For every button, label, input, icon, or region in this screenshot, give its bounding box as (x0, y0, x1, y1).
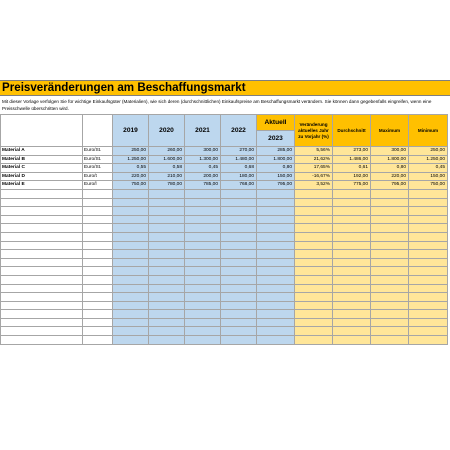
empty-cell[interactable] (1, 336, 83, 345)
row-2023-cell[interactable]: 0,80 (257, 164, 295, 173)
empty-row (1, 275, 448, 284)
empty-cell[interactable] (83, 232, 113, 241)
empty-cell[interactable] (295, 327, 333, 336)
row-average-cell[interactable]: 192,00 (333, 172, 371, 181)
row-unit-cell[interactable]: Euro/St. (83, 147, 113, 156)
empty-cell[interactable] (185, 318, 221, 327)
empty-cell[interactable] (113, 258, 149, 267)
empty-cell[interactable] (149, 293, 185, 302)
row-average-cell[interactable]: 0,61 (333, 164, 371, 173)
empty-row (1, 189, 448, 198)
empty-cell[interactable] (113, 318, 149, 327)
empty-cell[interactable] (185, 275, 221, 284)
empty-cell[interactable] (409, 232, 448, 241)
empty-cell[interactable] (221, 250, 257, 259)
empty-cell[interactable] (149, 215, 185, 224)
empty-cell[interactable] (295, 258, 333, 267)
empty-cell[interactable] (1, 258, 83, 267)
empty-cell[interactable] (185, 198, 221, 207)
empty-cell[interactable] (1, 284, 83, 293)
empty-cell[interactable] (221, 310, 257, 319)
empty-row (1, 215, 448, 224)
empty-cell[interactable] (83, 189, 113, 198)
row-name-cell[interactable]: Material C (1, 164, 83, 173)
row-change-cell[interactable]: 5,56% (295, 147, 333, 156)
row-change-cell[interactable]: -16,67% (295, 172, 333, 181)
empty-cell[interactable] (185, 232, 221, 241)
empty-cell[interactable] (371, 327, 409, 336)
empty-cell[interactable] (83, 250, 113, 259)
empty-cell[interactable] (295, 198, 333, 207)
row-2019-cell[interactable]: 250,00 (113, 147, 149, 156)
empty-cell[interactable] (83, 241, 113, 250)
empty-cell[interactable] (333, 275, 371, 284)
empty-cell[interactable] (409, 207, 448, 216)
empty-cell[interactable] (221, 293, 257, 302)
row-2019-cell[interactable]: 0,55 (113, 164, 149, 173)
header-current-label: Aktuell (257, 115, 295, 131)
empty-cell[interactable] (149, 318, 185, 327)
empty-cell[interactable] (83, 198, 113, 207)
row-name-cell[interactable]: Material B (1, 155, 83, 164)
empty-cell[interactable] (295, 189, 333, 198)
empty-cell[interactable] (333, 310, 371, 319)
row-unit-cell[interactable]: Euro/St. (83, 164, 113, 173)
empty-cell[interactable] (149, 284, 185, 293)
empty-cell[interactable] (1, 189, 83, 198)
row-maximum-cell[interactable]: 300,00 (371, 147, 409, 156)
empty-cell[interactable] (371, 267, 409, 276)
empty-cell[interactable] (1, 318, 83, 327)
empty-cell[interactable] (185, 224, 221, 233)
empty-cell[interactable] (371, 284, 409, 293)
empty-cell[interactable] (295, 224, 333, 233)
empty-cell[interactable] (409, 267, 448, 276)
empty-cell[interactable] (149, 336, 185, 345)
row-unit-cell[interactable]: Euro/l (83, 181, 113, 190)
empty-cell[interactable] (333, 232, 371, 241)
empty-cell[interactable] (409, 224, 448, 233)
empty-cell[interactable] (257, 267, 295, 276)
empty-cell[interactable] (185, 250, 221, 259)
empty-cell[interactable] (185, 310, 221, 319)
empty-cell[interactable] (333, 293, 371, 302)
empty-cell[interactable] (371, 293, 409, 302)
empty-cell[interactable] (221, 275, 257, 284)
empty-cell[interactable] (185, 215, 221, 224)
empty-cell[interactable] (257, 215, 295, 224)
empty-cell[interactable] (295, 318, 333, 327)
empty-cell[interactable] (257, 327, 295, 336)
empty-row (1, 318, 448, 327)
empty-cell[interactable] (371, 310, 409, 319)
empty-cell[interactable] (83, 224, 113, 233)
empty-cell[interactable] (295, 336, 333, 345)
empty-cell[interactable] (333, 258, 371, 267)
row-minimum-cell[interactable]: 250,00 (409, 147, 448, 156)
row-average-cell[interactable]: 775,00 (333, 181, 371, 190)
row-minimum-cell[interactable]: 0,45 (409, 164, 448, 173)
row-2023-cell[interactable]: 150,00 (257, 172, 295, 181)
empty-cell[interactable] (221, 301, 257, 310)
empty-cell[interactable] (295, 310, 333, 319)
row-maximum-cell[interactable]: 0,80 (371, 164, 409, 173)
row-2021-cell[interactable]: 785,00 (185, 181, 221, 190)
empty-cell[interactable] (257, 207, 295, 216)
empty-row (1, 224, 448, 233)
empty-cell[interactable] (409, 327, 448, 336)
empty-cell[interactable] (295, 267, 333, 276)
empty-cell[interactable] (83, 267, 113, 276)
empty-cell[interactable] (221, 327, 257, 336)
row-maximum-cell[interactable]: 220,00 (371, 172, 409, 181)
row-minimum-cell[interactable]: 1.250,00 (409, 155, 448, 164)
empty-cell[interactable] (1, 198, 83, 207)
empty-cell[interactable] (221, 284, 257, 293)
empty-cell[interactable] (371, 241, 409, 250)
empty-cell[interactable] (257, 318, 295, 327)
row-2022-cell[interactable]: 270,00 (221, 147, 257, 156)
empty-cell[interactable] (83, 258, 113, 267)
empty-cell[interactable] (257, 224, 295, 233)
empty-cell[interactable] (371, 198, 409, 207)
empty-cell[interactable] (185, 207, 221, 216)
empty-cell[interactable] (409, 284, 448, 293)
empty-row (1, 250, 448, 259)
table-row (1, 147, 448, 156)
row-2023-cell[interactable]: 1.800,00 (257, 155, 295, 164)
empty-cell[interactable] (185, 267, 221, 276)
empty-cell[interactable] (333, 250, 371, 259)
empty-cell[interactable] (149, 267, 185, 276)
empty-cell[interactable] (113, 250, 149, 259)
empty-cell[interactable] (1, 327, 83, 336)
header-name-cell (1, 115, 83, 147)
empty-cell[interactable] (185, 327, 221, 336)
empty-cell[interactable] (1, 267, 83, 276)
empty-cell[interactable] (221, 258, 257, 267)
empty-cell[interactable] (409, 258, 448, 267)
empty-cell[interactable] (221, 215, 257, 224)
empty-cell[interactable] (149, 241, 185, 250)
empty-cell[interactable] (333, 301, 371, 310)
empty-cell[interactable] (149, 258, 185, 267)
empty-cell[interactable] (409, 318, 448, 327)
empty-cell[interactable] (83, 301, 113, 310)
empty-cell[interactable] (221, 318, 257, 327)
empty-cell[interactable] (409, 250, 448, 259)
row-unit-cell[interactable]: Euro/t (83, 172, 113, 181)
empty-cell[interactable] (221, 207, 257, 216)
header-year-2020: 2020 (149, 115, 185, 147)
empty-cell[interactable] (295, 275, 333, 284)
empty-row (1, 310, 448, 319)
empty-cell[interactable] (221, 198, 257, 207)
header-change: Veränderung aktuelles Jahr zu Vorjahr (%) (295, 115, 333, 147)
table-row (1, 164, 448, 173)
empty-cell[interactable] (295, 293, 333, 302)
empty-row (1, 267, 448, 276)
empty-cell[interactable] (257, 293, 295, 302)
empty-cell[interactable] (257, 275, 295, 284)
empty-cell[interactable] (113, 267, 149, 276)
empty-cell[interactable] (185, 241, 221, 250)
empty-cell[interactable] (113, 301, 149, 310)
row-2019-cell[interactable]: 1.250,00 (113, 155, 149, 164)
empty-cell[interactable] (149, 310, 185, 319)
empty-cell[interactable] (221, 241, 257, 250)
row-2020-cell[interactable]: 1.600,00 (149, 155, 185, 164)
empty-cell[interactable] (83, 310, 113, 319)
empty-cell[interactable] (185, 189, 221, 198)
empty-cell[interactable] (1, 310, 83, 319)
header-minimum: Minimum (409, 115, 448, 147)
row-2022-cell[interactable]: 0,68 (221, 164, 257, 173)
empty-cell[interactable] (1, 250, 83, 259)
empty-cell[interactable] (149, 224, 185, 233)
empty-cell[interactable] (113, 327, 149, 336)
empty-row (1, 207, 448, 216)
row-minimum-cell[interactable]: 150,00 (409, 172, 448, 181)
empty-cell[interactable] (113, 198, 149, 207)
empty-cell[interactable] (185, 301, 221, 310)
empty-cell[interactable] (83, 207, 113, 216)
empty-cell[interactable] (333, 207, 371, 216)
row-2020-cell[interactable]: 210,00 (149, 172, 185, 181)
header-maximum: Maximum (371, 115, 409, 147)
header-year-2021: 2021 (185, 115, 221, 147)
header-year-2022: 2022 (221, 115, 257, 147)
row-2020-cell[interactable]: 0,58 (149, 164, 185, 173)
empty-cell[interactable] (113, 207, 149, 216)
empty-cell[interactable] (295, 301, 333, 310)
empty-cell[interactable] (149, 250, 185, 259)
empty-cell[interactable] (83, 327, 113, 336)
empty-cell[interactable] (371, 232, 409, 241)
row-2023-cell[interactable]: 285,00 (257, 147, 295, 156)
header-year-2019: 2019 (113, 115, 149, 147)
empty-cell[interactable] (257, 189, 295, 198)
spreadsheet (0, 80, 450, 345)
empty-cell[interactable] (409, 275, 448, 284)
row-2021-cell[interactable]: 200,00 (185, 172, 221, 181)
empty-cell[interactable] (409, 301, 448, 310)
row-maximum-cell[interactable]: 795,00 (371, 181, 409, 190)
empty-cell[interactable] (333, 189, 371, 198)
empty-cell[interactable] (333, 267, 371, 276)
empty-cell[interactable] (113, 241, 149, 250)
empty-cell[interactable] (149, 189, 185, 198)
empty-row (1, 241, 448, 250)
empty-cell[interactable] (83, 318, 113, 327)
empty-cell[interactable] (257, 232, 295, 241)
empty-cell[interactable] (257, 284, 295, 293)
empty-cell[interactable] (409, 336, 448, 345)
empty-cell[interactable] (113, 293, 149, 302)
empty-cell[interactable] (113, 336, 149, 345)
row-2020-cell[interactable]: 260,00 (149, 147, 185, 156)
row-2022-cell[interactable]: 1.480,00 (221, 155, 257, 164)
empty-cell[interactable] (295, 284, 333, 293)
empty-cell[interactable] (83, 275, 113, 284)
header-average: Durchschnitt (333, 115, 371, 147)
empty-row (1, 284, 448, 293)
row-2019-cell[interactable]: 220,00 (113, 172, 149, 181)
row-name-cell[interactable]: Material A (1, 147, 83, 156)
empty-cell[interactable] (257, 310, 295, 319)
empty-cell[interactable] (185, 293, 221, 302)
row-2021-cell[interactable]: 1.300,00 (185, 155, 221, 164)
empty-cell[interactable] (295, 241, 333, 250)
empty-cell[interactable] (371, 250, 409, 259)
empty-cell[interactable] (371, 189, 409, 198)
empty-cell[interactable] (409, 310, 448, 319)
price-table (0, 114, 448, 345)
empty-cell[interactable] (333, 336, 371, 345)
empty-row (1, 258, 448, 267)
row-name-cell[interactable]: Material E (1, 181, 83, 190)
empty-cell[interactable] (333, 318, 371, 327)
empty-cell[interactable] (185, 336, 221, 345)
empty-cell[interactable] (371, 215, 409, 224)
empty-cell[interactable] (149, 232, 185, 241)
empty-cell[interactable] (113, 224, 149, 233)
empty-cell[interactable] (1, 301, 83, 310)
empty-cell[interactable] (83, 336, 113, 345)
row-2022-cell[interactable]: 768,00 (221, 181, 257, 190)
empty-cell[interactable] (371, 301, 409, 310)
row-2023-cell[interactable]: 795,00 (257, 181, 295, 190)
row-average-cell[interactable]: 273,00 (333, 147, 371, 156)
table-row (1, 172, 448, 181)
empty-cell[interactable] (257, 241, 295, 250)
row-average-cell[interactable]: 1.486,00 (333, 155, 371, 164)
empty-cell[interactable] (149, 301, 185, 310)
empty-cell[interactable] (333, 224, 371, 233)
row-change-cell[interactable]: 17,65% (295, 164, 333, 173)
empty-cell[interactable] (221, 232, 257, 241)
header-unit-cell (83, 115, 113, 147)
empty-cell[interactable] (1, 241, 83, 250)
empty-cell[interactable] (257, 258, 295, 267)
row-unit-cell[interactable]: Euro/St. (83, 155, 113, 164)
empty-cell[interactable] (149, 327, 185, 336)
empty-cell[interactable] (409, 215, 448, 224)
empty-cell[interactable] (257, 250, 295, 259)
row-minimum-cell[interactable]: 750,00 (409, 181, 448, 190)
empty-cell[interactable] (1, 293, 83, 302)
empty-cell[interactable] (409, 293, 448, 302)
sheet-description: Mit dieser Vorlage verfolgen Sie für wichtige Einkaufsgüter (Materialien), wie sich deren (durchschnittlichen) Einkaufspreise am Beschaffungsmarkt verändern. Sie können dann gegebenfalls eingreifen, wenn eine Preisschwelle überschritten wird. (2, 99, 432, 111)
empty-cell[interactable] (371, 336, 409, 345)
empty-cell[interactable] (257, 198, 295, 207)
empty-cell[interactable] (295, 232, 333, 241)
row-name-cell[interactable]: Material D (1, 172, 83, 181)
empty-cell[interactable] (221, 267, 257, 276)
empty-cell[interactable] (1, 215, 83, 224)
row-2019-cell[interactable]: 750,00 (113, 181, 149, 190)
empty-cell[interactable] (185, 284, 221, 293)
empty-cell[interactable] (149, 198, 185, 207)
empty-row (1, 232, 448, 241)
row-2020-cell[interactable]: 780,00 (149, 181, 185, 190)
empty-cell[interactable] (333, 241, 371, 250)
empty-row (1, 293, 448, 302)
table-row (1, 181, 448, 190)
empty-cell[interactable] (409, 241, 448, 250)
empty-cell[interactable] (221, 189, 257, 198)
empty-cell[interactable] (371, 275, 409, 284)
empty-cell[interactable] (257, 336, 295, 345)
row-2022-cell[interactable]: 180,00 (221, 172, 257, 181)
empty-row (1, 327, 448, 336)
empty-cell[interactable] (83, 215, 113, 224)
empty-cell[interactable] (113, 284, 149, 293)
empty-cell[interactable] (113, 189, 149, 198)
empty-cell[interactable] (409, 198, 448, 207)
empty-cell[interactable] (1, 224, 83, 233)
empty-cell[interactable] (295, 207, 333, 216)
empty-cell[interactable] (83, 293, 113, 302)
empty-cell[interactable] (371, 258, 409, 267)
empty-cell[interactable] (409, 189, 448, 198)
empty-row (1, 301, 448, 310)
empty-cell[interactable] (149, 207, 185, 216)
empty-cell[interactable] (295, 250, 333, 259)
empty-cell[interactable] (257, 301, 295, 310)
empty-cell[interactable] (371, 207, 409, 216)
empty-cell[interactable] (113, 215, 149, 224)
empty-cell[interactable] (221, 336, 257, 345)
empty-cell[interactable] (113, 232, 149, 241)
table-row (1, 155, 448, 164)
empty-cell[interactable] (221, 224, 257, 233)
empty-cell[interactable] (1, 207, 83, 216)
empty-cell[interactable] (333, 198, 371, 207)
empty-row (1, 198, 448, 207)
empty-cell[interactable] (185, 258, 221, 267)
row-2021-cell[interactable]: 300,00 (185, 147, 221, 156)
empty-cell[interactable] (333, 284, 371, 293)
row-change-cell[interactable]: 21,62% (295, 155, 333, 164)
empty-cell[interactable] (1, 275, 83, 284)
header-current-year: 2023 (257, 131, 295, 147)
empty-cell[interactable] (295, 215, 333, 224)
empty-cell[interactable] (113, 275, 149, 284)
empty-cell[interactable] (83, 284, 113, 293)
row-2021-cell[interactable]: 0,45 (185, 164, 221, 173)
empty-cell[interactable] (333, 215, 371, 224)
empty-cell[interactable] (1, 232, 83, 241)
row-maximum-cell[interactable]: 1.800,00 (371, 155, 409, 164)
row-change-cell[interactable]: 3,52% (295, 181, 333, 190)
empty-row (1, 336, 448, 345)
empty-cell[interactable] (113, 310, 149, 319)
empty-cell[interactable] (333, 327, 371, 336)
empty-cell[interactable] (371, 318, 409, 327)
sheet-title: Preisveränderungen am Beschaffungsmarkt (0, 80, 450, 96)
empty-cell[interactable] (371, 224, 409, 233)
empty-cell[interactable] (149, 275, 185, 284)
